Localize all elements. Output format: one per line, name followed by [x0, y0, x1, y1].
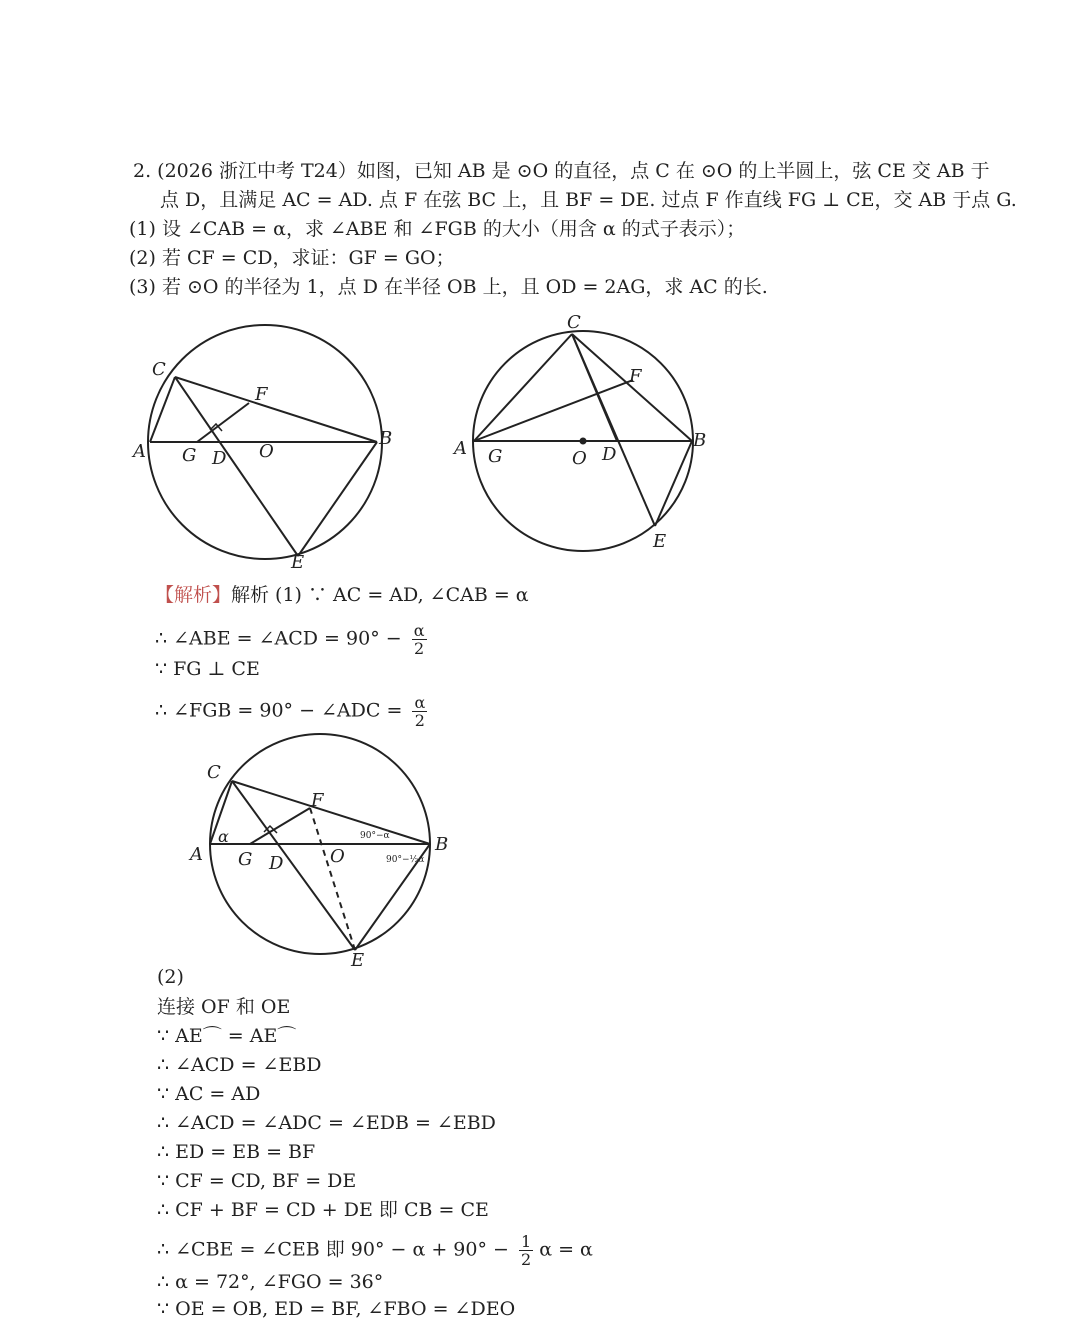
fig2-chord-ac: [474, 334, 572, 441]
fraction-numerator: 1: [520, 1232, 532, 1251]
solution-step-2: ∵ FG ⊥ CE: [155, 658, 260, 680]
solution-step-1: [155, 622, 427, 657]
fig2-line-cd: [572, 334, 617, 441]
fraction-denominator: 2: [414, 639, 425, 658]
solution-part2-line-6: ∴ ED = EB = BF: [157, 1141, 316, 1163]
solution-part2-line-9: [157, 1233, 593, 1268]
fraction-denominator: 2: [520, 1250, 532, 1269]
solution-part2-line-9-text: ∴ ∠CBE = ∠CEB 即 90° − α + 90° −: [157, 1238, 509, 1261]
fig3-angle-note-1: 90°−α: [360, 831, 390, 841]
solution-part2-line-4: ∵ AC = AD: [157, 1083, 261, 1105]
solution-part1-intro: [155, 584, 529, 606]
fig3-label-a: A: [190, 844, 203, 865]
fig2-label-g: G: [488, 446, 503, 467]
fig3-label-c: C: [207, 762, 221, 783]
solution-part2-line-5: ∴ ∠ACD = ∠ADC = ∠EDB = ∠EBD: [157, 1112, 496, 1134]
fig1-label-g: G: [182, 445, 197, 466]
solution-part2-line-9-suffix: α = α: [539, 1238, 593, 1261]
problem-line-2: 点 D，且满足 AC = AD. 点 F 在弦 BC 上，且 BF = DE. 过点 F 作直线 FG ⊥ CE，交 AB 于点 G.: [160, 189, 1017, 211]
fig2-center-dot: [580, 438, 587, 445]
solution-part2-line-1: 连接 OF 和 OE: [157, 996, 291, 1018]
solution-part2-line-11: ∵ OE = OB, ED = BF, ∠FBO = ∠DEO: [157, 1298, 516, 1320]
fig3-label-g: G: [238, 849, 253, 870]
fig2-label-d: D: [602, 444, 617, 465]
solution-part2-line-7: ∵ CF = CD, BF = DE: [157, 1170, 357, 1192]
fig3-label-d: D: [269, 853, 284, 874]
problem-line-1: 2. (2026 浙江中考 T24）如图，已知 AB 是 ⊙O 的直径，点 C 在 ⊙O 的上半圆上，弦 CE 交 AB 于: [133, 160, 990, 182]
fig3-label-o: O: [330, 846, 345, 867]
solution-part1-given: 解析 (1) ∵ AC = AD, ∠CAB = α: [231, 584, 529, 606]
solution-step-3-fraction: [412, 694, 427, 729]
fig2-label-a: A: [454, 438, 467, 459]
fig1-label-b: B: [379, 428, 393, 449]
fig3-label-b: B: [435, 834, 449, 855]
fig2-chord-be: [655, 441, 692, 526]
fig1-label-f: F: [255, 384, 268, 405]
fig3-dashed-fe: [310, 808, 355, 950]
fig3-label-e: E: [351, 950, 365, 971]
fig3-label-f: F: [311, 790, 324, 811]
solution-step-3-text: ∴ ∠FGB = 90° − ∠ADC =: [155, 699, 403, 722]
fig1-chord-be: [298, 442, 377, 556]
fraction-denominator: 2: [414, 711, 425, 730]
fig2-line-af: [474, 380, 633, 441]
fig2-label-f: F: [629, 366, 642, 387]
solution-part2-label: (2): [157, 966, 184, 988]
solution-step-1-text: ∴ ∠ABE = ∠ACD = 90° −: [155, 627, 402, 650]
problem-question-1: (1) 设 ∠CAB = α，求 ∠ABE 和 ∠FGB 的大小（用含 α 的式子表示）；: [129, 218, 746, 240]
solution-part2-line-2: ∵ AE⌒ = AE⌒: [157, 1025, 297, 1047]
fig2-chord-cb: [572, 334, 692, 441]
problem-question-2: (2) 若 CF = CD，求证：GF = GO；: [129, 247, 455, 269]
fig2-label-b: B: [693, 430, 707, 451]
fig1-chord-ce: [175, 377, 298, 556]
fig2-label-c: C: [567, 312, 581, 333]
solution-part2-line-10: ∴ α = 72°, ∠FGO = 36°: [157, 1271, 384, 1293]
fig1-label-c: C: [152, 359, 166, 380]
fig3-angle-note-2: 90°−½α: [386, 855, 425, 865]
fig1-chord-cb: [175, 377, 377, 442]
fig3-chord-cb: [232, 781, 430, 844]
solution-part2-fraction: [519, 1233, 533, 1268]
fraction-numerator: α: [414, 693, 426, 712]
fig3-line-fg: [250, 808, 310, 844]
fig1-line-fg: [197, 403, 249, 442]
fig3-label-alpha: α: [218, 827, 229, 846]
fraction-numerator: α: [413, 621, 425, 640]
fig2-label-o: O: [572, 448, 587, 469]
problem-question-3: (3) 若 ⊙O 的半径为 1，点 D 在半径 OB 上，且 OD = 2AG，求 AC 的长.: [129, 276, 768, 298]
fig1-label-o: O: [259, 441, 274, 462]
solution-step-3: [155, 694, 427, 729]
fig2-label-e: E: [653, 531, 667, 552]
solution-part2-line-3: ∴ ∠ACD = ∠EBD: [157, 1054, 322, 1076]
fig1-label-e: E: [291, 552, 305, 573]
solution-part2-line-8: ∴ CF + BF = CD + DE 即 CB = CE: [157, 1199, 489, 1221]
fig1-label-d: D: [212, 448, 227, 469]
solution-step-1-fraction: [412, 622, 427, 657]
figure-3: [210, 734, 430, 954]
fig1-label-a: A: [133, 441, 146, 462]
solution-tag: 【解析】: [155, 584, 232, 606]
